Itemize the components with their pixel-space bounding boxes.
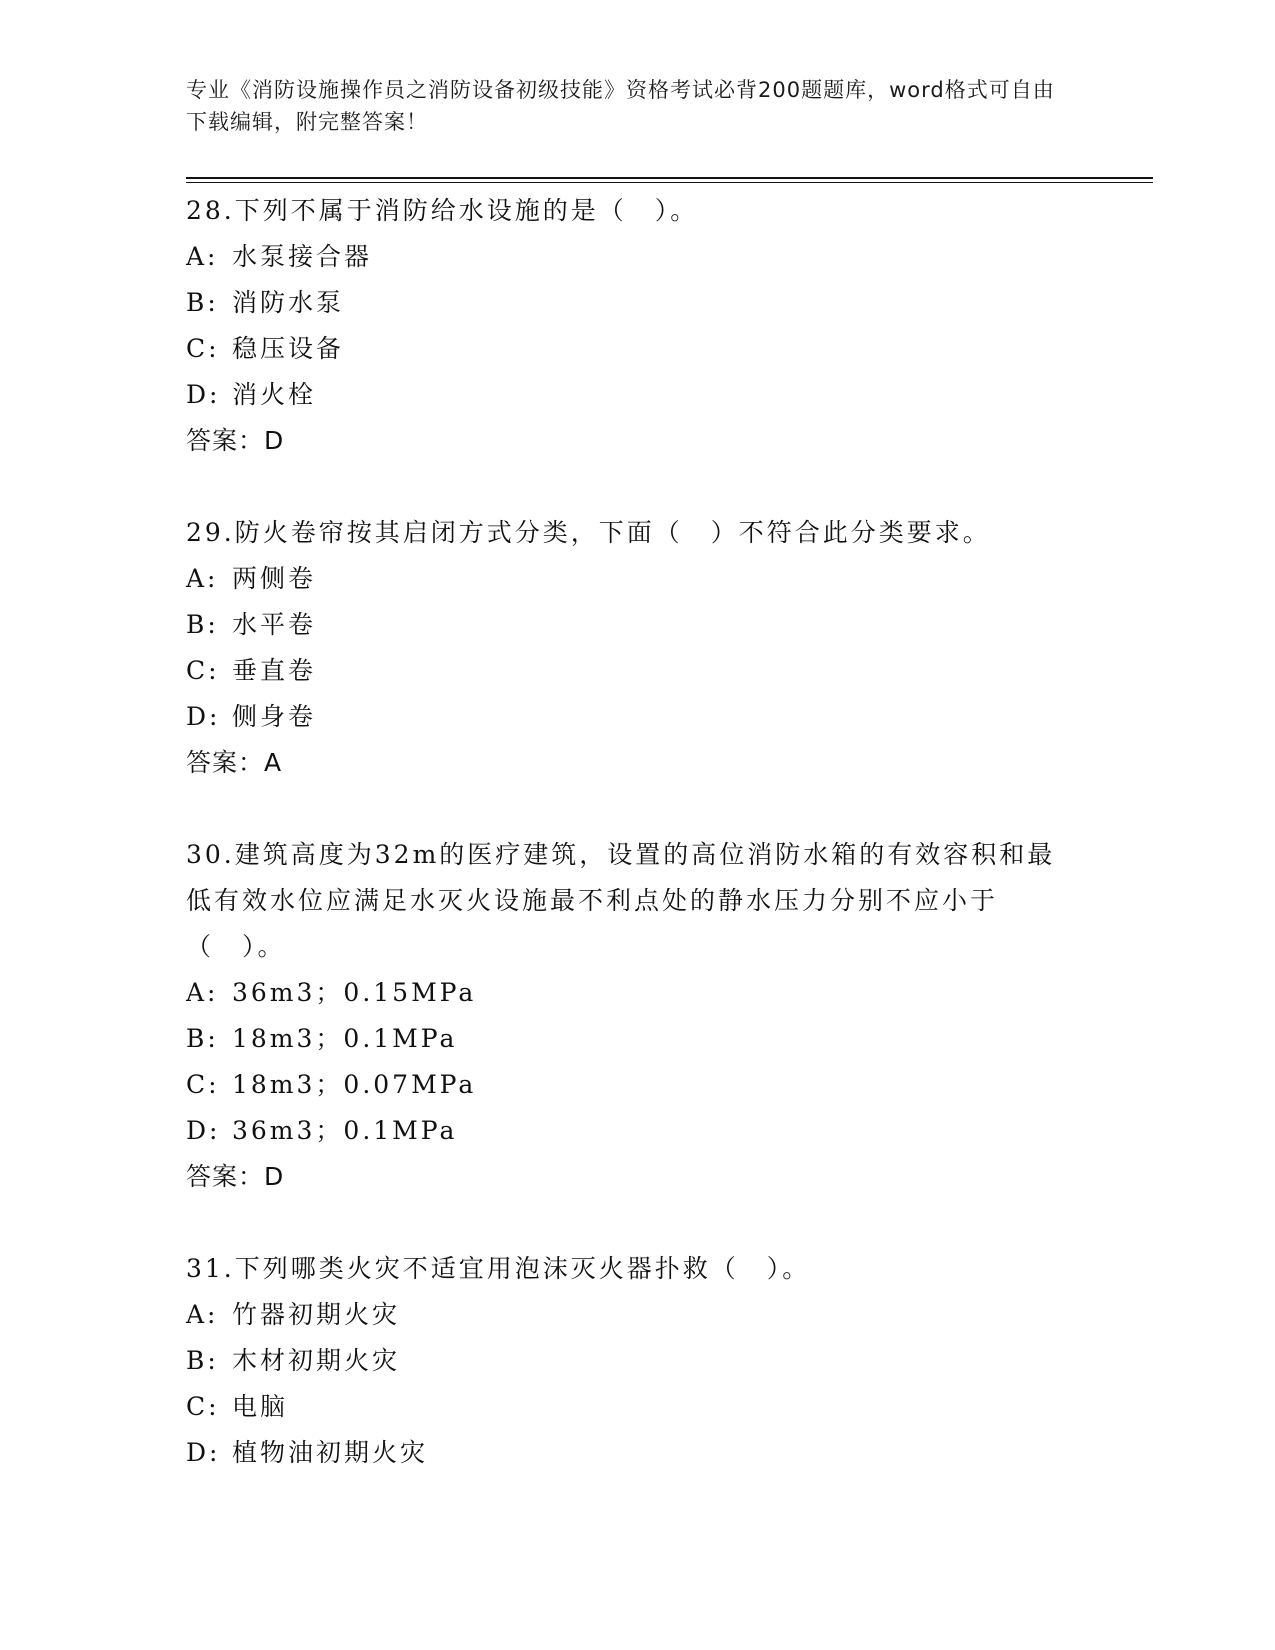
document-header: 专业《消防设施操作员之消防设备初级技能》资格考试必背200题题库，word格式可自由下载编辑，附完整答案！	[186, 78, 1055, 134]
option-letter: D:	[186, 702, 221, 731]
option-letter: B:	[186, 1024, 219, 1053]
option-c	[186, 648, 1086, 694]
question-stem: 29.防火卷帘按其启闭方式分类，下面（ ）不符合此分类要求。	[186, 518, 991, 547]
option-letter: D:	[186, 1116, 221, 1145]
option-text: 18m3；0.07MPa	[232, 1070, 477, 1099]
option-text: 36m3；0.15MPa	[232, 978, 477, 1007]
answer-line: 答案：A	[186, 748, 283, 777]
option-d	[186, 694, 1086, 740]
question-list	[186, 188, 1086, 1522]
option-a	[186, 556, 1086, 602]
option-b	[186, 1016, 1086, 1062]
answer-line: 答案：D	[186, 1162, 285, 1191]
option-d	[186, 1430, 1086, 1476]
option-letter: A:	[186, 564, 219, 593]
option-text: 木材初期火灾	[232, 1346, 401, 1375]
option-text: 稳压设备	[232, 334, 345, 363]
option-text: 侧身卷	[232, 702, 317, 731]
option-text: 两侧卷	[232, 564, 317, 593]
option-letter: C:	[186, 656, 220, 685]
option-c	[186, 1062, 1086, 1108]
option-a	[186, 1292, 1086, 1338]
option-text: 36m3；0.1MPa	[232, 1116, 458, 1145]
option-text: 消防水泵	[232, 288, 345, 317]
option-c	[186, 326, 1086, 372]
option-text: 植物油初期火灾	[232, 1438, 429, 1467]
option-a	[186, 970, 1086, 1016]
option-letter: A:	[186, 978, 219, 1007]
answer-line: 答案：D	[186, 426, 285, 455]
question-stem: 28.下列不属于消防给水设施的是（ ）。	[186, 196, 699, 225]
option-text: 水泵接合器	[232, 242, 373, 271]
option-text: 垂直卷	[232, 656, 317, 685]
option-a	[186, 234, 1086, 280]
option-letter: C:	[186, 1070, 220, 1099]
option-b	[186, 280, 1086, 326]
question-stem: 30.建筑高度为32m的医疗建筑，设置的高位消防水箱的有效容积和最低有效水位应满足水灭火设施最不利点处的静水压力分别不应小于（ ）。	[186, 840, 1056, 961]
option-letter: C:	[186, 1392, 220, 1421]
option-text: 竹器初期火灾	[232, 1300, 401, 1329]
option-letter: D:	[186, 1438, 221, 1467]
option-letter: A:	[186, 242, 219, 271]
question-29	[186, 510, 1086, 786]
question-30	[186, 832, 1086, 1200]
question-31	[186, 1246, 1086, 1476]
option-c	[186, 1384, 1086, 1430]
option-d	[186, 372, 1086, 418]
option-d	[186, 1108, 1086, 1154]
question-stem: 31.下列哪类火灾不适宜用泡沫灭火器扑救（ ）。	[186, 1254, 811, 1283]
option-text: 水平卷	[232, 610, 317, 639]
option-text: 消火栓	[232, 380, 317, 409]
option-b	[186, 602, 1086, 648]
option-b	[186, 1338, 1086, 1384]
option-letter: A:	[186, 1300, 219, 1329]
header-divider-thin	[186, 182, 1153, 183]
option-text: 电脑	[232, 1392, 289, 1421]
option-letter: B:	[186, 288, 219, 317]
option-text: 18m3；0.1MPa	[232, 1024, 458, 1053]
option-letter: C:	[186, 334, 220, 363]
option-letter: D:	[186, 380, 221, 409]
question-28	[186, 188, 1086, 464]
header-divider-thick	[186, 177, 1153, 179]
option-letter: B:	[186, 1346, 219, 1375]
option-letter: B:	[186, 610, 219, 639]
